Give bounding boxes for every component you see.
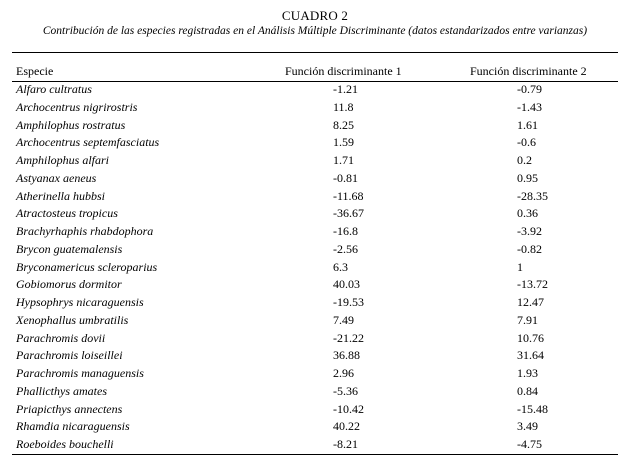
table-row: [0, 312, 630, 330]
bottom-rule: [12, 454, 618, 455]
function-2-value: 12.47: [517, 295, 544, 309]
function-2-value: 0.84: [517, 383, 538, 398]
function-2-value: -4.75: [517, 437, 542, 451]
function-1-value: -2.56: [333, 241, 358, 256]
table-row: [0, 152, 630, 170]
header-species: Especie: [16, 64, 54, 78]
function-1-value: 7.49: [333, 312, 354, 327]
table-row: [0, 170, 630, 188]
function-1-value: -5.36: [333, 383, 358, 398]
function-1-value: 11.8: [333, 99, 354, 114]
function-1-value: -8.21: [333, 437, 358, 451]
header-function-2: Función discriminante 2: [470, 64, 587, 78]
table-row: [0, 81, 630, 99]
table-row: [0, 205, 630, 223]
function-2-value: 0.95: [517, 170, 538, 185]
species-name: Xenophallus umbratilis: [16, 312, 129, 327]
species-name: Parachromis loiseillei: [16, 348, 123, 363]
function-2-value: -3.92: [517, 224, 542, 238]
function-1-value: 8.25: [333, 117, 354, 132]
table-row: [0, 99, 630, 117]
function-2-value: 0.36: [517, 206, 538, 221]
species-name: Archocentrus septemfasciatus: [16, 135, 160, 150]
function-2-value: 1: [517, 259, 523, 274]
function-1-value: -16.8: [333, 224, 358, 238]
table-row: [0, 117, 630, 135]
function-2-value: 3.49: [517, 419, 538, 434]
species-name: Amphilophus alfari: [16, 153, 110, 167]
function-1-value: 36.88: [333, 348, 360, 363]
function-2-value: 1.93: [517, 366, 538, 380]
function-2-value: 31.64: [517, 348, 544, 363]
table-row: [0, 259, 630, 277]
species-name: Hypsophrys nicaraguensis: [16, 295, 144, 309]
table-body: [0, 81, 630, 454]
species-name: Gobiomorus dormitor: [16, 277, 122, 292]
species-name: Roeboides bouchelli: [16, 437, 114, 451]
species-name: Brycon guatemalensis: [16, 241, 123, 256]
function-1-value: -1.21: [333, 82, 358, 96]
species-name: Alfaro cultratus: [16, 82, 92, 96]
table-row: [0, 365, 630, 383]
species-name: Bryconamericus scleroparius: [16, 259, 158, 274]
species-name: Atractosteus tropicus: [16, 206, 118, 221]
species-name: Parachromis managuensis: [16, 366, 144, 380]
function-2-value: -28.35: [517, 188, 548, 203]
table-header: [0, 63, 630, 79]
function-1-value: 1.71: [333, 153, 354, 167]
table-row: [0, 436, 630, 454]
function-1-value: -11.68: [333, 188, 364, 203]
function-1-value: 2.96: [333, 366, 354, 380]
function-2-value: -0.79: [517, 82, 542, 96]
table-row: [0, 241, 630, 259]
table-row: [0, 383, 630, 401]
species-name: Phallicthys amates: [16, 383, 107, 398]
table-row: [0, 330, 630, 348]
table-row: [0, 418, 630, 436]
function-1-value: -10.42: [333, 401, 364, 416]
table-row: [0, 401, 630, 419]
function-1-value: -0.81: [333, 170, 358, 185]
function-2-value: 1.61: [517, 117, 538, 132]
table-title: CUADRO 2: [281, 8, 349, 23]
table-row: [0, 294, 630, 312]
species-name: Parachromis dovii: [16, 330, 106, 345]
function-1-value: 40.22: [333, 419, 360, 434]
table-row: [0, 188, 630, 206]
function-1-value: 6.3: [333, 259, 348, 274]
function-1-value: -36.67: [333, 206, 364, 221]
table-subtitle: Contribución de las especies registradas en el Análisis Múltiple Discriminante (datos estandarizados entre varianzas): [42, 25, 588, 37]
function-1-value: -19.53: [333, 295, 364, 309]
header-function-1: Función discriminante 1: [285, 64, 402, 78]
species-name: Rhamdia nicaraguensis: [16, 419, 130, 434]
species-name: Astyanax aeneus: [16, 170, 97, 185]
species-name: Priapicthys annectens: [16, 401, 123, 416]
function-2-value: -1.43: [517, 99, 542, 114]
species-name: Atherinella hubbsi: [16, 188, 105, 203]
table-row: [0, 276, 630, 294]
function-2-value: 10.76: [517, 330, 544, 345]
function-2-value: -15.48: [517, 401, 548, 416]
table-row: [0, 223, 630, 241]
top-rule: [12, 52, 618, 53]
table-row: [0, 134, 630, 152]
function-2-value: 7.91: [517, 312, 538, 327]
function-1-value: -21.22: [333, 330, 364, 345]
function-2-value: -13.72: [517, 277, 548, 292]
species-name: Amphilophus rostratus: [16, 117, 126, 132]
function-2-value: -0.6: [517, 135, 536, 150]
function-2-value: -0.82: [517, 241, 542, 256]
species-name: Brachyrhaphis rhabdophora: [16, 224, 154, 238]
table-row: [0, 347, 630, 365]
function-1-value: 1.59: [333, 135, 354, 150]
function-2-value: 0.2: [517, 153, 532, 167]
function-1-value: 40.03: [333, 277, 360, 292]
species-name: Archocentrus nigrirostris: [16, 99, 138, 114]
